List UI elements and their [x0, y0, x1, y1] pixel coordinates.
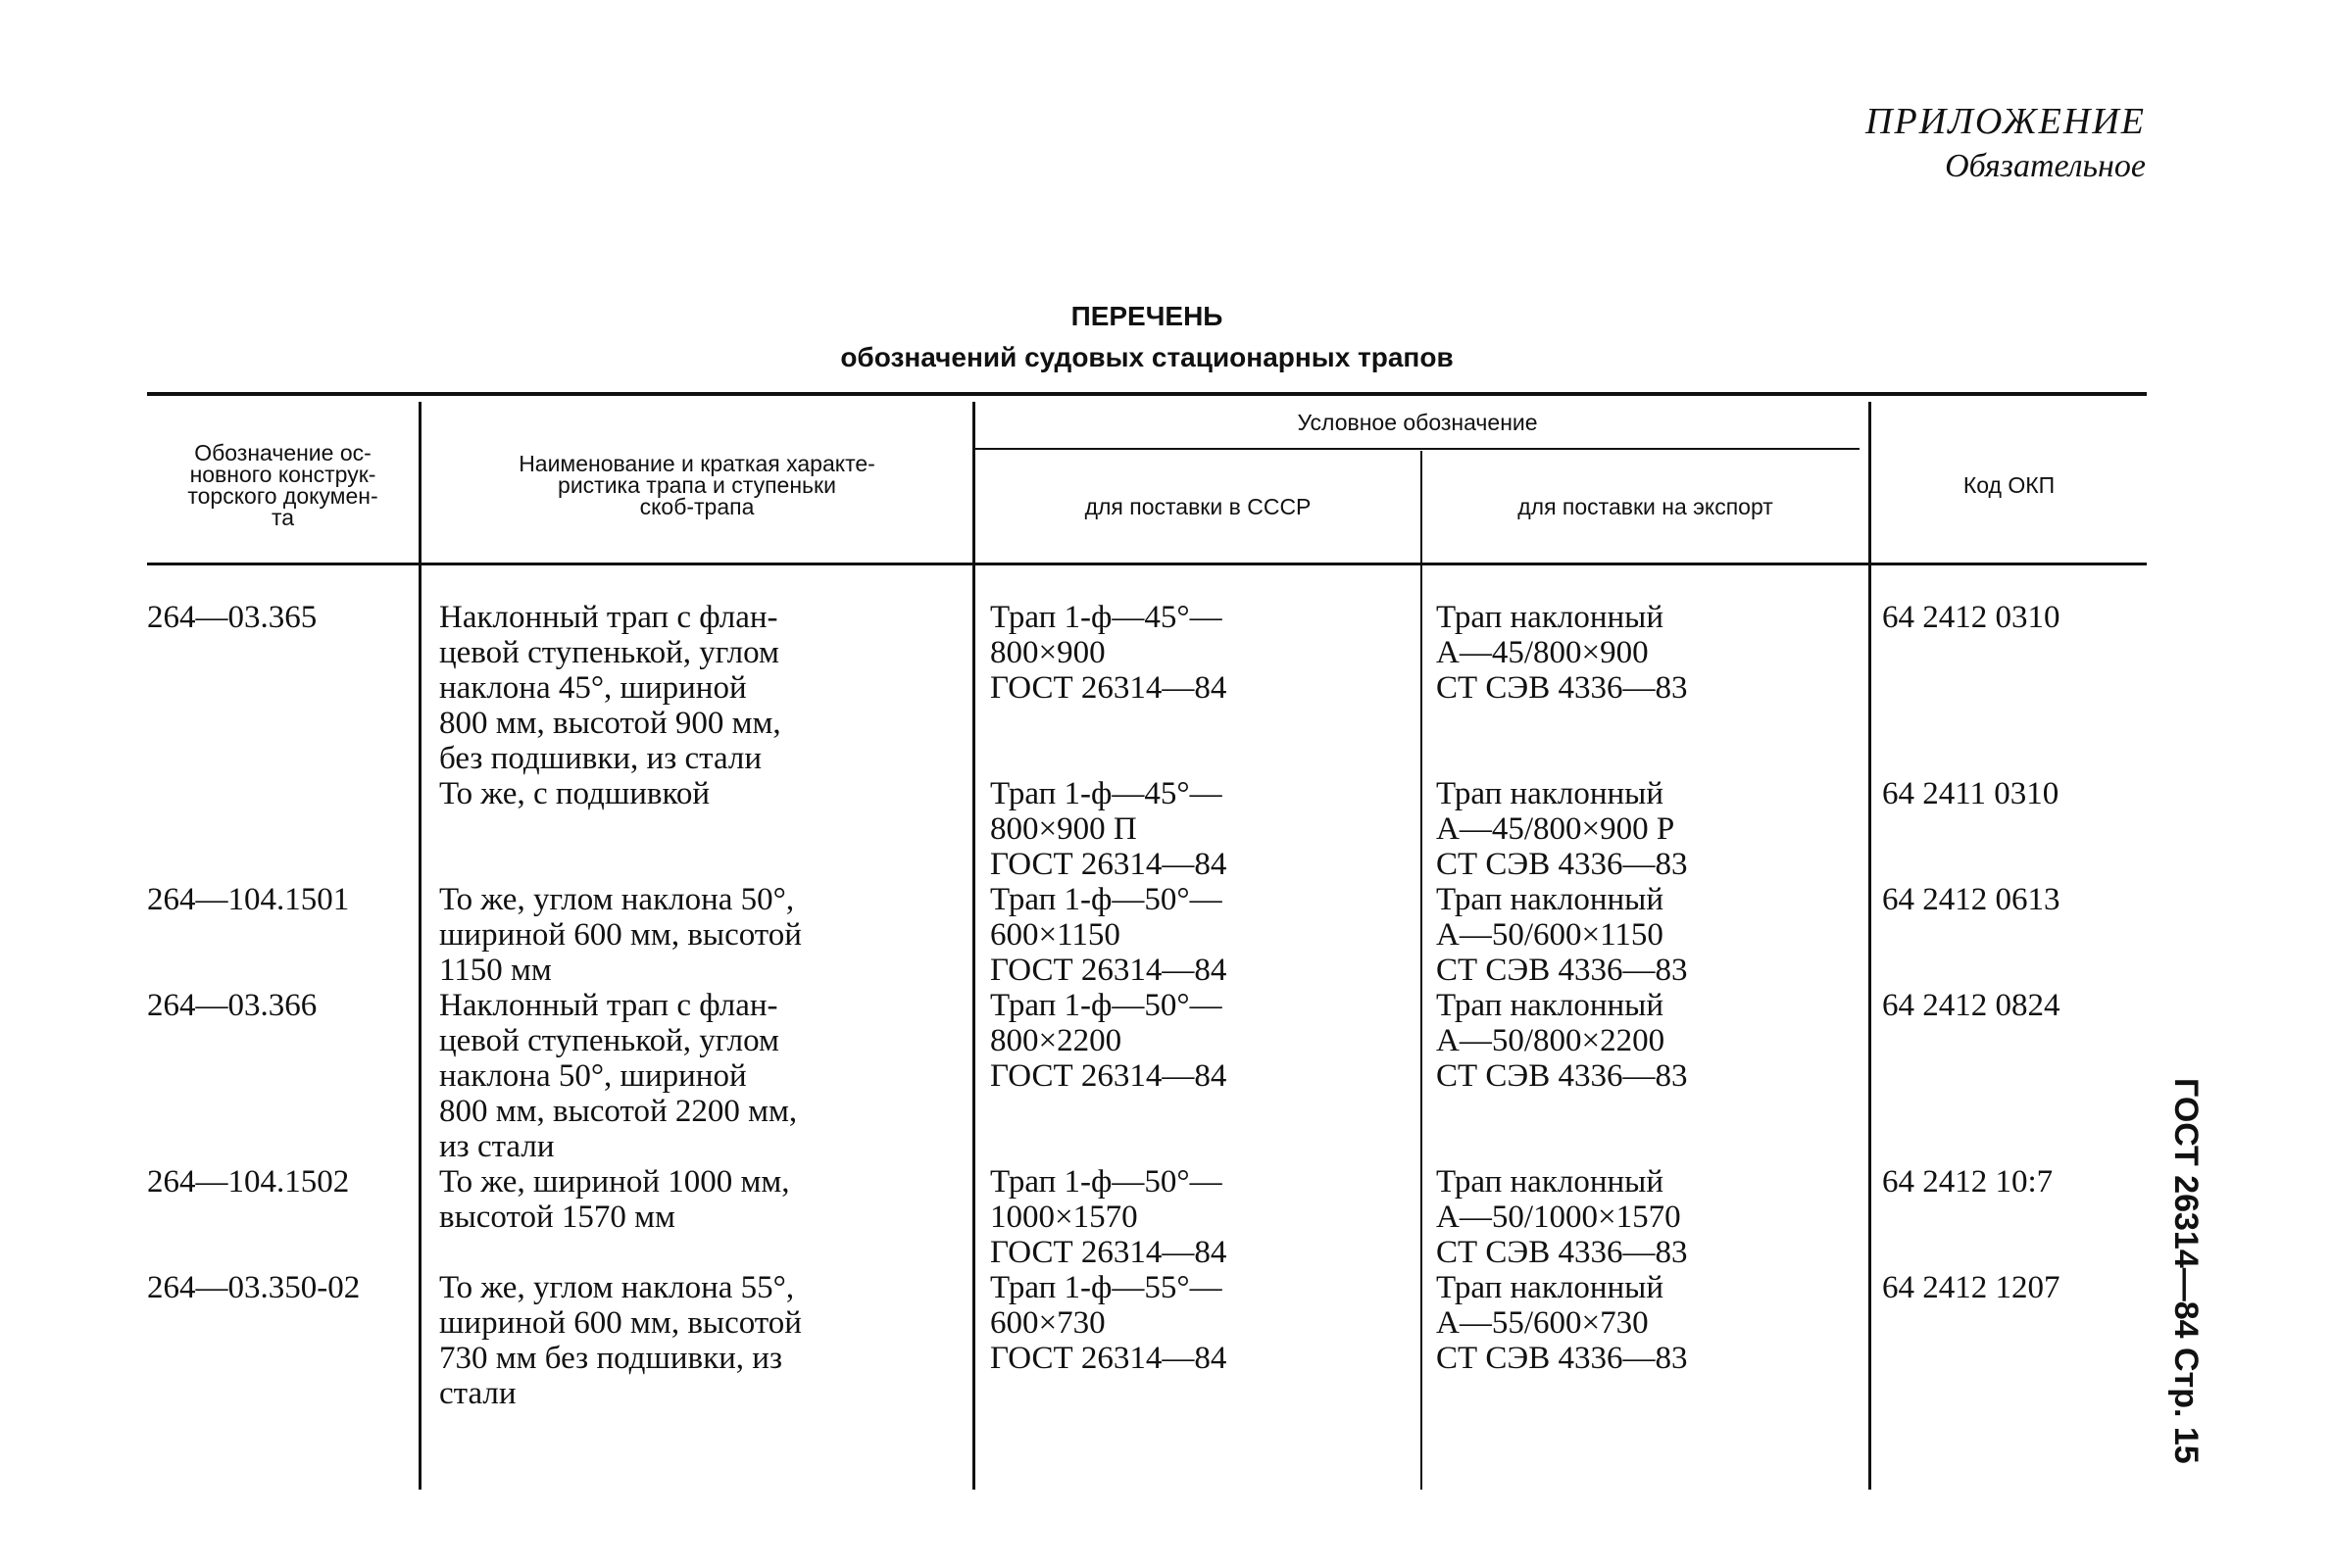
appendix-label — [1865, 98, 2146, 188]
row-1-okp: 64 2412 0310 — [1882, 600, 2060, 635]
appendix-title: ПРИЛОЖЕНИЕ — [1865, 101, 2146, 142]
page-side-label — [2167, 1078, 2235, 1490]
row-1-ussr: Трап 1-ф—45°— 800×900 ГОСТ 26314—84 — [990, 600, 1227, 706]
row-6-doc: 264—03.350-02 — [147, 1270, 361, 1305]
row-3-name: То же, углом наклона 50°, шириной 600 мм, высотой 1150 мм — [439, 882, 802, 988]
row-1-export: Трап наклонный А—45/800×900 СТ СЭВ 4336—83 — [1436, 600, 1688, 706]
header-document-designation: Обозначение ос- новного конструк- торского докумен- та — [187, 440, 378, 530]
row-1-name: Наклонный трап с флан- цевой ступенькой, углом наклона 45°, шириной 800 мм, высотой 900 мм, без подшивки, из стали — [439, 600, 781, 776]
row-1-doc: 264—03.365 — [147, 600, 318, 635]
row-6-ussr: Трап 1-ф—55°— 600×730 ГОСТ 26314—84 — [990, 1270, 1227, 1376]
table-top-rule — [147, 392, 2147, 396]
row-2-ussr: Трап 1-ф—45°— 800×900 П ГОСТ 26314—84 — [990, 776, 1227, 882]
header-bottom-rule — [147, 563, 2147, 565]
appendix-subtitle: Обязательное — [1945, 148, 2146, 184]
row-6-okp: 64 2412 1207 — [1882, 1270, 2060, 1305]
row-4-export: Трап наклонный А—50/800×2200 СТ СЭВ 4336—83 — [1436, 988, 1688, 1094]
header-ussr-supply: для поставки в СССР — [1084, 494, 1312, 519]
header-export-supply: для поставки на экспорт — [1517, 494, 1773, 519]
row-4-ussr: Трап 1-ф—50°— 800×2200 ГОСТ 26314—84 — [990, 988, 1227, 1094]
row-4-okp: 64 2412 0824 — [1882, 988, 2060, 1023]
row-3-doc: 264—104.1501 — [147, 882, 350, 917]
column-divider-3 — [1420, 451, 1422, 1490]
row-2-name: То же, с подшивкой — [439, 776, 711, 811]
header-conventional-designation: Условное обозначение — [1297, 410, 1538, 435]
row-3-export: Трап наклонный А—50/600×1150 СТ СЭВ 4336—83 — [1436, 882, 1688, 988]
row-6-name: То же, углом наклона 55°, шириной 600 мм, высотой 730 мм без подшивки, из стали — [439, 1270, 802, 1411]
group-divider-rule — [972, 448, 1860, 450]
row-2-okp: 64 2411 0310 — [1882, 776, 2059, 811]
row-5-doc: 264—104.1502 — [147, 1164, 350, 1200]
standard-page-number: ГОСТ 26314—84 Стр. 15 — [2167, 1078, 2205, 1464]
row-5-export: Трап наклонный А—50/1000×1570 СТ СЭВ 4336—83 — [1436, 1164, 1688, 1270]
row-6-export: Трап наклонный А—55/600×730 СТ СЭВ 4336—83 — [1436, 1270, 1688, 1376]
title-line-1: ПЕРЕЧЕНЬ — [1070, 301, 1223, 331]
row-3-okp: 64 2412 0613 — [1882, 882, 2060, 917]
header-name-description: Наименование и краткая характе- ристика трапа и ступеньки скоб-трапа — [519, 451, 875, 519]
row-4-name: Наклонный трап с флан- цевой ступенькой, углом наклона 50°, шириной 800 мм, высотой 2200 мм, из стали — [439, 988, 798, 1164]
header-okp-code: Код ОКП — [1962, 472, 2056, 498]
column-divider-1 — [419, 402, 422, 1490]
row-5-ussr: Трап 1-ф—50°— 1000×1570 ГОСТ 26314—84 — [990, 1164, 1227, 1270]
column-divider-4 — [1868, 402, 1871, 1490]
row-5-okp: 64 2412 10:7 — [1882, 1164, 2054, 1200]
title-line-2: обозначений судовых стационарных трапов — [840, 342, 1454, 372]
row-3-ussr: Трап 1-ф—50°— 600×1150 ГОСТ 26314—84 — [990, 882, 1227, 988]
document-title — [147, 296, 2147, 378]
row-5-name: То же, шириной 1000 мм, высотой 1570 мм — [439, 1164, 790, 1235]
column-divider-2 — [972, 402, 975, 1490]
row-2-export: Трап наклонный А—45/800×900 Р СТ СЭВ 4336—83 — [1436, 776, 1688, 882]
row-4-doc: 264—03.366 — [147, 988, 318, 1023]
